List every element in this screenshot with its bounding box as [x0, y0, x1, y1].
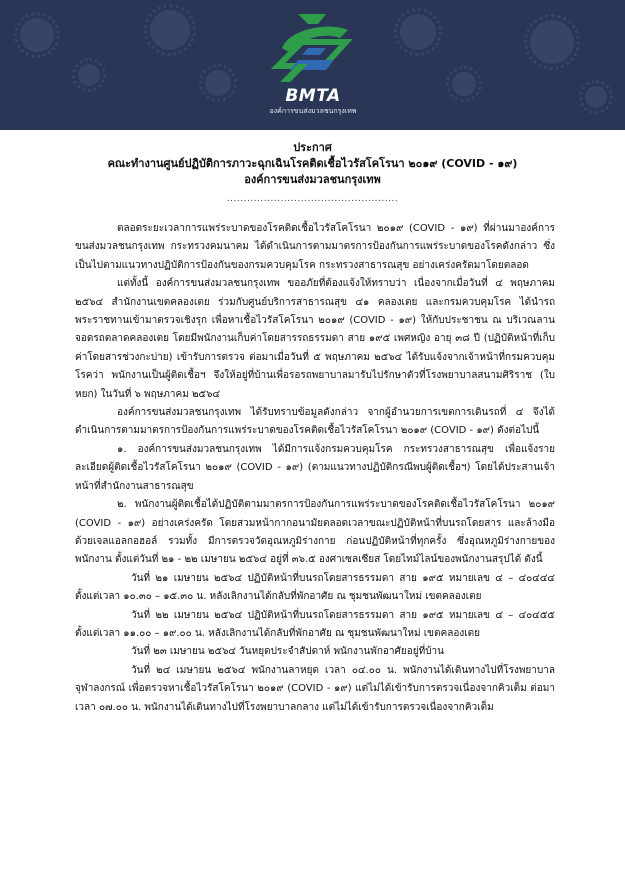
announcement-page	[0, 130, 625, 884]
paragraph: ๑. องค์การขนส่งมวลชนกรุงเทพ ได้มีการแจ้งกรมควบคุมโรค กระทรวงสาธารณสุข เพื่อแจ้งรายละเอียดผู้ติดเชื้อไวรัสโคโรนา ๒๐๑๙ (COVID - ๑๙) (ตามแนวทางปฏิบัติกรณีพบผู้ติดเชื้อฯ) โดยได้ประสานเจ้าหน้าที่สำนักงานสาธารณสุข	[75, 443, 555, 492]
timeline-entry: วันที่ ๒๑ เมษายน ๒๕๖๔ ปฏิบัติหน้าที่บนรถโดยสารธรรมดา สาย ๑๙๕ หมายเลข ๔ – ๔๐๔๔๔ ตั้งแต่เวลา ๑๐.๓๐ – ๑๕.๓๐ น. หลังเลิกงานได้กลับที่พักอาศัย ณ ชุมชนพัฒนาใหม่ เขตคลองเตย	[75, 572, 555, 603]
paragraph: ๒. พนักงานผู้ติดเชื้อได้ปฏิบัติตามมาตรการป้องกันการแพร่ระบาดของโรคติดเชื้อไวรัสโคโรนา ๒๐๑๙ (COVID - ๑๙) อย่างเคร่งครัด โดยสวมหน้ากากอนามัยตลอดเวลาขณะปฏิบัติหน้าที่บนรถโดยสาร และล้างมือด้วยเจลแอลกอฮอล์ รวมทั้ง มีการตรวจวัดอุณหภูมิร่างกาย ก่อนปฏิบัติหน้าที่ทุกครั้ง ซึ่งอุณหภูมิร่างกายของพนักงาน ตั้งแต่วันที่ ๒๑ - ๒๒ เมษายน ๒๕๖๔ อยู่ที่ ๓๖.๕ องศาเซลเซียส โดยไทม์ไลน์ของพนักงานสรุปได้ ดังนี้	[75, 499, 555, 566]
announcement-header	[40, 140, 585, 204]
announcement-body	[75, 220, 555, 717]
divider: ...................................................	[226, 194, 399, 204]
announcement-organization: องค์การขนส่งมวลชนกรุงเทพ	[244, 173, 381, 186]
header-banner	[0, 0, 625, 130]
paragraph: ตลอดระยะเวลาการแพร่ระบาดของโรคติดเชื้อไวรัสโคโรนา ๒๐๑๙ (COVID - ๑๙) ที่ผ่านมาองค์การขนส่งมวลชนกรุงเทพ กระทรวงคมนาคม ได้ดำเนินการตามมาตรการป้องกันการแพร่ระบาดของโรคดังกล่าว ซึ่งเป็นไปตามแนวทางปฏิบัติการป้องกันของกรมควบคุมโรค กระทรวงสาธารณสุข อย่างเคร่งครัดมาโดยตลอด	[75, 223, 555, 271]
brand-subtitle: องค์การขนส่งมวลชนกรุงเทพ	[269, 107, 357, 115]
virus-decoration-icon	[585, 86, 607, 108]
brand-name: BMTA	[285, 86, 341, 106]
virus-decoration-icon	[78, 64, 100, 86]
virus-decoration-icon	[20, 18, 54, 52]
bmta-logo-icon	[268, 8, 360, 88]
announcement-subject: คณะทำงานศูนย์ปฏิบัติการภาวะฉุกเฉินโรคติดเชื้อไวรัสโคโรนา ๒๐๑๙ (COVID - ๑๙)	[107, 157, 518, 170]
timeline-entry: วันที่ ๒๒ เมษายน ๒๕๖๔ ปฏิบัติหน้าที่บนรถโดยสารธรรมดา สาย ๑๙๕ หมายเลข ๔ – ๔๐๔๕๕ ตั้งแต่เวลา ๑๑.๐๐ – ๑๙.๐๐ น. หลังเลิกงานได้กลับที่พักอาศัย ณ ชุมชนพัฒนาใหม่ เขตคลองเตย	[75, 609, 555, 639]
paragraph: องค์การขนส่งมวลชนกรุงเทพ ได้รับทราบข้อมูลดังกล่าว จากผู้อำนวยการเขตการเดินรถที่ ๔ จึงได้ดำเนินการตามมาตรการป้องกันการแพร่ระบาดของโรคติดเชื้อไวรัสโคโรนา ๒๐๑๙ (COVID - ๑๙) ดังต่อไปนี้	[75, 407, 555, 437]
paragraph: แต่ทั้งนี้ องค์การขนส่งมวลชนกรุงเทพ ขออภัยที่ต้องแจ้งให้ทราบว่า เนื่องจากเมื่อวันที่ ๔ พฤษภาคม ๒๕๖๔ สำนักงานเขตคลองเตย ร่วมกับศูนย์บริการสาธารณสุข ๔๑ คลองเตย และกรมควบคุมโรค ได้นำรถพระราชทานเข้ามาตรวจเชิงรุก เพื่อหาเชื้อไวรัสโคโรนา ๒๐๑๙ (COVID - ๑๙) ให้กับประชาชน ณ บริเวณลานจอดรถตลาดคลองเตย โดยมีพนักงานเก็บค่าโดยสารรถธรรมดา สาย ๑๙๕ เพศหญิง อายุ ๓๘ ปี (ปฏิบัติหน้าที่เก็บค่าโดยสารช่วงกะบ่าย) เข้ารับการตรวจ ต่อมาเมื่อวันที่ ๕ พฤษภาคม ๒๕๖๔ ได้รับแจ้งจากเจ้าหน้าที่กรมควบคุมโรคว่า พนักงานเป็นผู้ติดเชื้อฯ จึงให้อยู่ที่บ้านเพื่อรอรถพยาบาลมารับไปรักษาตัวที่โรงพยาบาลสนามศิริราช (ใบหยก) ในวันที่ ๖ พฤษภาคม ๒๕๖๔	[75, 278, 555, 400]
virus-decoration-icon	[205, 70, 231, 96]
virus-decoration-icon	[452, 72, 476, 96]
virus-decoration-icon	[150, 10, 190, 50]
virus-decoration-icon	[530, 20, 574, 64]
timeline-entry: วันที่ ๒๔ เมษายน ๒๕๖๔ พนักงานลาหยุด เวลา ๐๔.๐๐ น. พนักงานได้เดินทางไปที่โรงพยาบาลจุฬาลงกรณ์ เพื่อตรวจหาเชื้อไวรัสโคโรนา ๒๐๑๙ (COVID - ๑๙) แต่ไม่ได้เข้ารับการตรวจเนื่องจากคิวเต็ม ต่อมาเวลา ๐๗.๐๐ น. พนักงานได้เดินทางไปที่โรงพยาบาลกลาง แต่ไม่ได้เข้ารับการตรวจเนื่องจากคิวเต็ม	[75, 664, 555, 713]
timeline-entry: วันที่ ๒๓ เมษายน ๒๕๖๔ วันหยุดประจำสัปดาห์ พนักงานพักอาศัยอยู่ที่บ้าน	[131, 646, 445, 658]
virus-decoration-icon	[400, 14, 436, 50]
announcement-heading: ประกาศ	[293, 141, 332, 154]
